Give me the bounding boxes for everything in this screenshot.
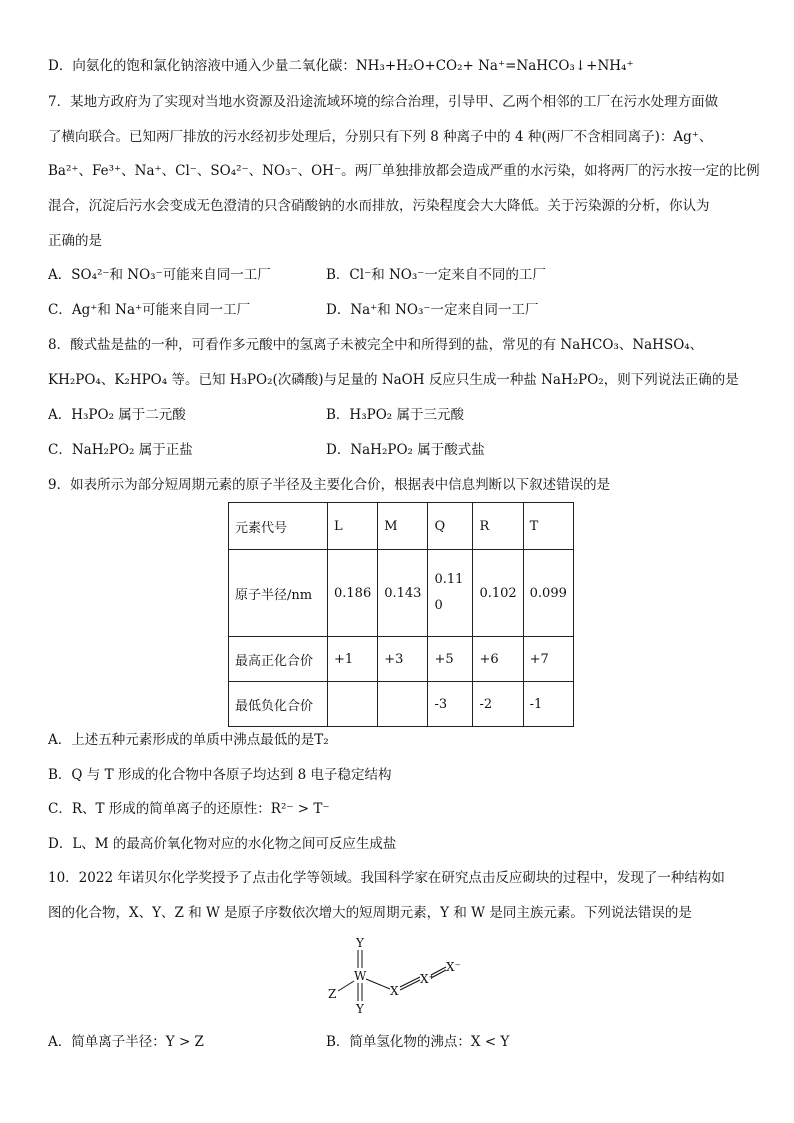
table-cell: 最高正化合价 — [229, 637, 328, 682]
table-row — [229, 682, 574, 727]
table-cell: -1 — [523, 682, 573, 727]
atom-x-3: X⁻ — [446, 960, 461, 974]
element-property-table — [228, 502, 574, 727]
q10-option-b: B．简单氢化物的沸点：X < Y — [326, 1034, 510, 1050]
q9-option-b: B．Q 与 T 形成的化合物中各原子均达到 8 电子稳定结构 — [48, 767, 392, 783]
table-cell: 原子半径/nm — [229, 550, 328, 637]
table-header-cell: R — [473, 503, 523, 550]
q9-stem: 9．如表所示为部分短周期元素的原子半径及主要化合价，根据表中信息判断以下叙述错误的是 — [48, 477, 611, 493]
table-cell: 0.102 — [473, 550, 523, 637]
table-cell: -3 — [428, 682, 473, 727]
q8-option-c: C．NaH₂PO₂ 属于正盐 — [48, 442, 193, 458]
q7-stem-line-4: 混合，沉淀后污水会变成无色澄清的只含硝酸钠的水而排放，污染程度会大大降低。关于污染源的分析，你认为 — [48, 198, 710, 214]
table-header-cell: M — [378, 503, 428, 550]
q7-option-d: D．Na⁺和 NO₃⁻一定来自同一工厂 — [326, 302, 539, 318]
table-cell: +1 — [328, 637, 378, 682]
table-cell: +6 — [473, 637, 523, 682]
table-cell: +3 — [378, 637, 428, 682]
q8-stem-line-1: 8．酸式盐是盐的一种，可看作多元酸中的氢离子未被完全中和所得到的盐，常见的有 NaHCO₃、NaHSO₄、 — [48, 337, 704, 353]
table-cell: -2 — [473, 682, 523, 727]
q10-stem-line-2: 图的化合物，X、Y、Z 和 W 是原子序数依次增大的短周期元素，Y 和 W 是同主族元素。下列说法错误的是 — [48, 905, 692, 921]
atom-x-2: X⁺ — [420, 972, 435, 986]
table-cell — [378, 682, 428, 727]
table-header-cell: L — [328, 503, 378, 550]
table-cell: 0.186 — [328, 550, 378, 637]
table-cell: +7 — [523, 637, 573, 682]
q6-option-d: D．向氨化的饱和氯化钠溶液中通入少量二氧化碳：NH₃+H₂O+CO₂+ Na⁺=NaHCO₃↓+NH₄⁺ — [48, 58, 634, 74]
q8-option-b: B．H₃PO₂ 属于三元酸 — [326, 407, 464, 423]
atom-y-bottom: Y — [356, 1002, 364, 1016]
q7-stem-line-3: Ba²⁺、Fe³⁺、Na⁺、Cl⁻、SO₄²⁻、NO₃⁻、OH⁻。两厂单独排放都会造成严重的水污染，如将两厂的污水按一定的比例 — [48, 163, 760, 179]
q7-option-c: C．Ag⁺和 Na⁺可能来自同一工厂 — [48, 302, 251, 318]
q9-option-a: A．上述五种元素形成的单质中沸点最低的是T₂ — [48, 732, 329, 748]
q7-option-a: A．SO₄²⁻和 NO₃⁻可能来自同一工厂 — [48, 267, 271, 283]
table-header-cell: 元素代号 — [229, 503, 328, 550]
table-row — [229, 637, 574, 682]
table-header-row — [229, 503, 574, 550]
table-cell: 0.110 — [428, 550, 473, 637]
q7-stem-line-5: 正确的是 — [48, 233, 102, 249]
q10-option-a: A．简单离子半径：Y > Z — [48, 1034, 204, 1050]
molecular-structure-diagram — [320, 935, 480, 1021]
table-cell: 0.099 — [523, 550, 573, 637]
q8-stem-line-2: KH₂PO₄、K₂HPO₄ 等。已知 H₃PO₂(次磷酸)与足量的 NaOH 反应只生成一种盐 NaH₂PO₂，则下列说法正确的是 — [48, 372, 739, 388]
atom-w: W — [354, 969, 367, 983]
q8-option-a: A．H₃PO₂ 属于二元酸 — [48, 407, 186, 423]
q9-option-d: D．L、M 的最高价氧化物对应的水化物之间可反应生成盐 — [48, 836, 397, 852]
table-cell: +5 — [428, 637, 473, 682]
q7-stem-line-1: 7．某地方政府为了实现对当地水资源及沿途流域环境的综合治理，引导甲、乙两个相邻的工厂在污水处理方面做 — [48, 94, 719, 110]
q10-stem-line-1: 10．2022 年诺贝尔化学奖授予了点击化学等领域。我国科学家在研究点击反应砌块的过程中，发现了一种结构如 — [48, 870, 725, 886]
atom-x-1: X — [390, 984, 399, 998]
q9-option-c: C．R、T 形成的简单离子的还原性：R²⁻ > T⁻ — [48, 801, 330, 817]
table-header-cell: T — [523, 503, 573, 550]
table-header-cell: Q — [428, 503, 473, 550]
table-cell — [328, 682, 378, 727]
q7-option-b: B．Cl⁻和 NO₃⁻一定来自不同的工厂 — [326, 267, 546, 283]
table-row — [229, 550, 574, 637]
table-cell: 0.143 — [378, 550, 428, 637]
atom-y-top: Y — [356, 936, 364, 950]
q8-option-d: D．NaH₂PO₂ 属于酸式盐 — [326, 442, 485, 458]
q7-stem-line-2: 了横向联合。已知两厂排放的污水经初步处理后，分别只有下列 8 种离子中的 4 种(两厂不含相同离子)：Ag⁺、 — [48, 129, 713, 145]
atom-z: Z — [328, 987, 337, 1001]
table-cell: 最低负化合价 — [229, 682, 328, 727]
